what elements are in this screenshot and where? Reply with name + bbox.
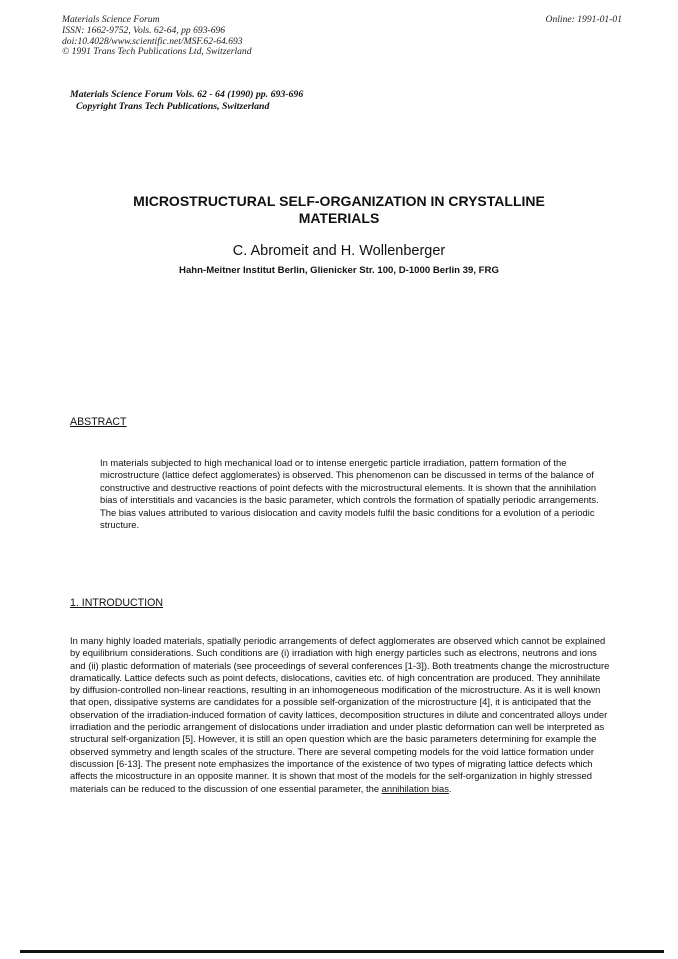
online-date: Online: 1991-01-01 — [545, 14, 622, 25]
issn-line: ISSN: 1662-9752, Vols. 62-64, pp 693-696 — [62, 24, 226, 36]
journal-name: Materials Science Forum — [62, 14, 160, 25]
introduction-end: . — [448, 782, 452, 794]
title-line-1: MICROSTRUCTURAL SELF-ORGANIZATION IN CRYSTALLINE — [133, 193, 545, 209]
doi-line: doi:10.4028/www.scientific.net/MSF.62-64.693 — [62, 35, 243, 47]
footer-rule — [20, 950, 664, 953]
affiliation: Hahn-Meitner Institut Berlin, Glienicker Str. 100, D-1000 Berlin 39, FRG — [179, 265, 499, 276]
citation-copyright: Copyright Trans Tech Publications, Switzerland — [76, 101, 270, 112]
introduction-paragraph: In many highly loaded materials, spatially periodic arrangements of defect agglomerates are observed which cannot be explained by equilibrium considerations. Such conditions are (i) irradiation with high energy particles such as electrons, neutrons and ions and (ii) plastic deformation of materials (see proceedings of several conferences [1-3]). Both treatments change the microstructure dramatically. Lattice defects such as point defects, dislocations, cavities etc. of high concentration are produced. They annihilate by diffusion-controlled non-linear reactions, resulting in an inhomogeneous modification of the microstructure. As it is well known that open, dissipative systems are candidates for a possible self-organization of the microstructure [4], it is anticipated that the observation of the irradiation-induced formation of cavity lattices, decomposition structures in dilute and concentrated alloys under irradiation and the periodic arrangement of dislocations under irradiation and under plastic deformation can well be interpreted as structural self-organization [5]. However, it is still an open question which are the basic parameters determining for example the observed symmetry and length scales of the structure. There are several competing models for the void lattice formation under discussion [6-13]. The present note emphasizes the importance of the existence of two types of migrating lattice defects which affects the micostructure in an opposite manner. It is shown that most of the models for the self-organization in highly stressed materials can be reduced to the discussion of one essential parameter, the — [70, 635, 610, 794]
citation-journal: Materials Science Forum Vols. 62 - 64 (1990) pp. 693-696 — [70, 89, 304, 100]
abstract-text: In materials subjected to high mechanical load or to intense energetic particle irradiation, pattern formation of the microstructure (lattice defect agglomerates) is observed. This phenomenon can be discussed in terms of the balance of constructive and destructive reactions of point defects with the microstructural elements. It is shown that the annihilation bias of interstitials and vacancies is the basic parameter, which controls the formation of spatially periodic arrangements. The bias values attributed to various dislocation and cavity models fulfil the basic conditions for a evolution of a periodic structure. — [100, 457, 599, 531]
abstract-heading: ABSTRACT — [70, 416, 127, 428]
citation-block — [70, 89, 303, 113]
introduction-heading: 1. INTRODUCTION — [70, 597, 163, 609]
annihilation-bias-term: annihilation bias — [381, 782, 449, 794]
authors: C. Abromeit and H. Wollenberger — [232, 243, 446, 259]
publisher-header — [62, 15, 622, 58]
paper-title — [70, 193, 608, 227]
title-line-2: MATERIALS — [298, 210, 380, 226]
introduction-text — [70, 635, 610, 795]
copyright-line: © 1991 Trans Tech Publications Ltd, Switzerland — [62, 46, 252, 58]
